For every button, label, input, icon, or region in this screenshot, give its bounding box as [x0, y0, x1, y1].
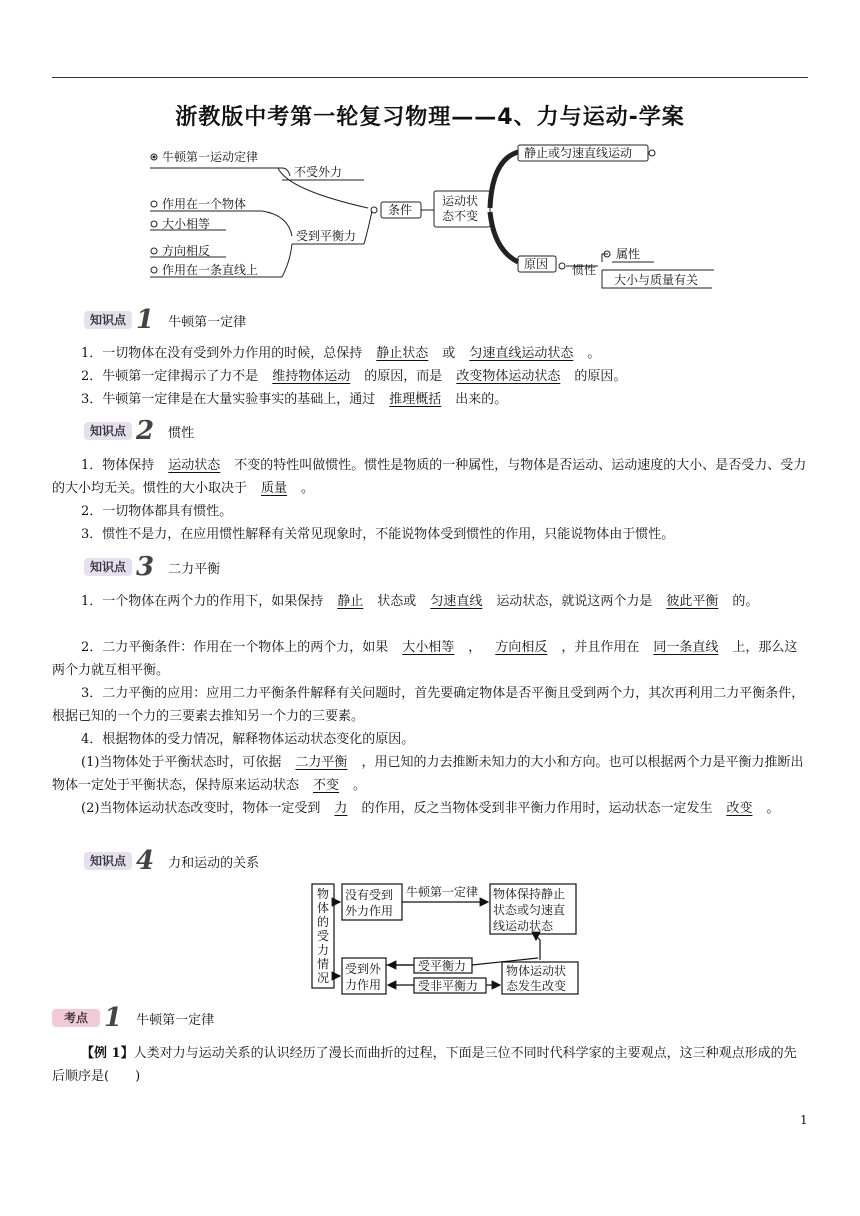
mm-mass-related: 大小与质量有关	[614, 273, 699, 287]
mm-no-force: 不受外力	[294, 165, 343, 179]
kp4-title: 力和运动的关系	[168, 855, 260, 871]
fd-no-force-2: 外力作用	[345, 904, 394, 918]
kp4-number: 4	[136, 846, 155, 876]
mm-static-uniform: 静止或匀速直线运动	[524, 146, 633, 160]
kp2-item3: 3．惯性不是力，在应用惯性解释有关常见现象时，不能说物体受到惯性的作用，只能说物体由于惯性。	[81, 527, 675, 542]
fd-force-1: 受到外	[345, 962, 382, 976]
fd-change-2: 态发生改变	[506, 979, 567, 993]
kp1-title: 牛顿第一定律	[168, 314, 247, 330]
kp3-item2: 2．二力平衡条件：作用在一个物体上的两个力，如果 大小相等 ， 方向相反 ，并且作用在 同一条直线 上，那么这两个力就互相平衡。	[52, 640, 798, 678]
kp1-item1: 1．一切物体在没有受到外力作用的时候，总保持 静止状态 或 匀速直线运动状态 。	[81, 346, 601, 361]
kp3-number: 3	[136, 552, 155, 582]
kp3-item5: (1)当物体处于平衡状态时，可依据 二力平衡 ，用已知的力去推断未知力的大小和方向。也可以根据两个力是平衡力推断出物体一定处于平衡状态，保持原来运动状态 不变 。	[52, 755, 804, 793]
page-title: 浙教版中考第一轮复习物理——4、力与运动-学案	[175, 105, 685, 130]
mm-inertia: 惯性	[572, 263, 597, 277]
kp3-badge: 知识点	[84, 558, 132, 576]
kp3-item6: (2)当物体运动状态改变时，物体一定受到 力 的作用，反之当物体受到非平衡力作用时，运动状态一定发生 改变 。	[81, 801, 780, 816]
kp1-item3: 3．牛顿第一定律是在大量实验事实的基础上，通过 推理概括 出来的。	[81, 392, 508, 407]
fd-vertical-2: 体	[317, 901, 330, 915]
kp1-badge: 知识点	[84, 311, 132, 329]
fd-vertical-5: 力	[317, 943, 330, 957]
mm-property: 属性	[616, 247, 641, 261]
fd-vertical-7: 况	[317, 971, 330, 985]
kp1-number: 1	[136, 305, 155, 335]
kp3-item3: 3．二力平衡的应用：应用二力平衡条件解释有关问题时，首先要确定物体是否平衡且受到两个力，其次再利用二力平衡条件，根据已知的一个力的三要素去推知另一个力的三要素。	[52, 686, 805, 724]
example-1: 【例 1】人类对力与运动关系的认识经历了漫长而曲折的过程，下面是三位不同时代科学家的主要观点，这三种观点形成的先后顺序是( )	[52, 1046, 797, 1084]
mm-opposite-dir: 方向相反	[162, 244, 211, 258]
fd-balanced: 受平衡力	[418, 959, 467, 973]
kp2-badge: 知识点	[84, 422, 132, 440]
fd-unbalanced: 受非平衡力	[418, 979, 479, 993]
fd-vertical-3: 的	[317, 915, 330, 929]
fd-newton: 牛顿第一定律	[406, 885, 479, 899]
mm-center-1: 运动状	[442, 194, 479, 208]
fd-change-1: 物体运动状	[506, 964, 567, 978]
kp2-title: 惯性	[168, 425, 195, 441]
mm-newton-law: 牛顿第一运动定律	[162, 150, 259, 164]
fd-keep-3: 线运动状态	[493, 919, 554, 933]
kp1-item2: 2．牛顿第一定律揭示了力不是 维持物体运动 的原因，而是 改变物体运动状态 的原因。	[81, 369, 627, 384]
exam-point1-title: 牛顿第一定律	[136, 1012, 215, 1028]
fd-vertical-1: 物	[317, 887, 330, 901]
mm-one-object: 作用在一个物体	[162, 197, 247, 211]
fd-no-force-1: 没有受到	[345, 888, 394, 902]
mm-balanced-force: 受到平衡力	[296, 229, 357, 243]
page-number: 1	[800, 1113, 808, 1127]
mm-equal-size: 大小相等	[162, 217, 211, 231]
exam-point1-number: 1	[104, 1003, 123, 1033]
exam-point1-header	[52, 1003, 215, 1033]
kp2-item1: 1．物体保持 运动状态 不变的特性叫做惯性。惯性是物质的一种属性，与物体是否运动、运动速度的大小、是否受力、受力的大小均无关。惯性的大小取决于 质量 。	[52, 458, 807, 496]
mm-center-2: 态不变	[442, 209, 479, 223]
mm-condition: 条件	[388, 203, 413, 217]
kp2-number: 2	[136, 416, 155, 446]
fd-force-2: 力作用	[345, 978, 382, 992]
mm-reason: 原因	[524, 257, 549, 271]
kp3-item4: 4．根据物体的受力情况，解释物体运动状态变化的原因。	[81, 732, 415, 747]
kp4-badge: 知识点	[84, 852, 132, 870]
fd-keep-1: 物体保持静止	[493, 887, 566, 901]
kp3-title: 二力平衡	[168, 561, 221, 577]
fd-vertical-4: 受	[317, 929, 330, 943]
fd-vertical-6: 情	[317, 957, 330, 971]
mm-same-line: 作用在一条直线上	[162, 263, 259, 277]
fd-keep-2: 状态或匀速直	[493, 903, 566, 917]
kp2-item2: 2．一切物体都具有惯性。	[81, 504, 233, 519]
kp3-item1: 1．一个物体在两个力的作用下，如果保持 静止 状态或 匀速直线 运动状态，就说这两个力是 彼此平衡 的。	[81, 594, 759, 609]
exam-point1-badge: 考点	[52, 1009, 100, 1027]
